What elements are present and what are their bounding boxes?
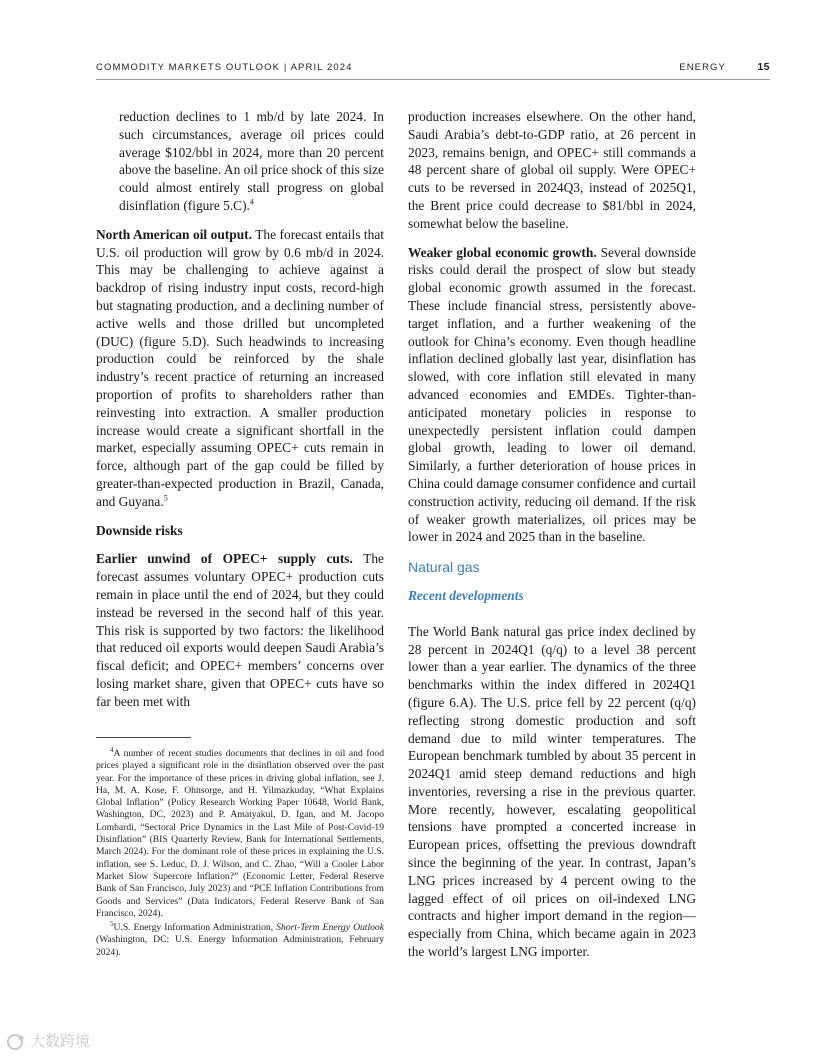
watermark-text: 大数跨境 (30, 1032, 91, 1050)
paragraph-weaker-growth (408, 244, 696, 547)
paragraph-text: The forecast assumes voluntary OPEC+ production cuts remain in place until the end of 2024, but they could instead be reversed in the second half of this year. This risk is supported by two factors: the likelihood that reduced oil exports would deepen Saudi Arabia’s fiscal deficit; and OPEC+ members’ concerns over losing market share, given that OPEC+ cuts have so far been met with (96, 551, 384, 709)
left-column (96, 108, 384, 722)
right-column (408, 108, 696, 972)
subsection-title-recent-developments: Recent developments (408, 587, 524, 603)
paragraph-opec-continued: production increases elsewhere. On the other hand, Saudi Arabia’s debt-to-GDP ratio, at 26 percent in 2023, remains benign, and OPEC+ still commands a 48 percent share of global oil supply. Were OPEC+ cuts to be reversed in 2024Q3, instead of 2025Q1, the Brent price could decrease to $81/bbl in 2024, somewhat below the baseline. (408, 109, 696, 231)
watermark-logo-icon (6, 1033, 26, 1051)
footnote-ref-4[interactable]: 4 (249, 197, 254, 207)
paragraph-gas-price-index: The World Bank natural gas price index declined by 28 percent in 2024Q1 (q/q) to a level 38 percent lower than a year earlier. The dynamics of the three benchmarks within the index differed in 2024Q1 (figure 6.A). The U.S. price fell by 22 percent (q/q) reflecting strong domestic production and soft demand due to mild winter temperatures. The European benchmark tumbled by about 35 percent in 2024Q1 amid steep demand reductions and high inventories, reversing a rise in the previous quarter. More recently, however, escalating geopolitical tensions have prompted a concerted increase in European prices, offsetting the previous downdraft since the beginning of the year. In contrast, Japan’s LNG prices increased by 4 percent owing to the lagged effect of oil prices on oil-indexed LNG contracts and higher import demand in the region—especially from China, which became again in 2023 the world’s largest LNG importer. (408, 623, 696, 960)
section-title-natural-gas: Natural gas (408, 559, 480, 576)
heading-downside-risks: Downside risks (96, 522, 183, 538)
paragraph-oil-price-shock (119, 108, 384, 215)
page-number: 15 (757, 61, 770, 73)
footnote-ref-5[interactable]: 5 (163, 493, 168, 503)
paragraph-north-american-output (96, 226, 384, 511)
footnote-4 (96, 745, 384, 920)
footnote-5 (96, 919, 384, 959)
footnote-rule (96, 737, 191, 738)
paragraph-text: reduction declines to 1 mb/d by late 2024. In such circumstances, average oil prices could average $102/bbl in 2024, more than 20 percent above the baseline. An oil price shock of this size could almost entirely stall progress on global disinflation (figure 5.C). (119, 109, 384, 213)
publication-title: COMMODITY MARKETS OUTLOOK | APRIL 2024 (96, 62, 353, 73)
footnotes (96, 745, 384, 961)
footnote-mark: 4 (110, 745, 114, 754)
paragraph-lead-title: Earlier unwind of OPEC+ supply cuts. (96, 551, 353, 567)
running-header (96, 62, 770, 78)
section-label: ENERGY (679, 62, 726, 73)
paragraph-text: Several downside risks could derail the prospect of slow but steady global economic growth assumed in the forecast. These include financial stress, persistently above-target inflation, and a further weakening of the outlook for China’s economy. Even though headline inflation declined globally last year, disinflation has slowed, with core inflation still elevated in many advanced economies and EMDEs. Tighter-than-anticipated monetary policies in response to unexpectedly persistent inflation could dampen global growth, leading to lower oil demand. Similarly, a further deterioration of house prices in China could damage consumer confidence and curtail construction activity, reducing oil demand. If the risk of weaker growth materializes, oil prices may be lower in 2024 and 2025 than in the baseline. (408, 244, 696, 545)
footnote-text: (Washington, DC: U.S. Energy Information Administration, February 2024). (96, 934, 384, 958)
footnote-text: A number of recent studies documents that declines in oil and food prices played a significant role in the disinflation observed over the past year. For the importance of these prices in driving global inflation, see J. Ha, M. A. Kose, F. Ohnsorge, and H. Yilmazkuday, “What Explains Global Inflation” (Policy Research Working Paper 10648, World Bank, Washington, DC, 2023) and P. Amatyakul, D. Igan, and M. Jacopo Lombardi, “Sectoral Price Dynamics in the Last Mile of Post-Covid-19 Disinflation” (BIS Quarterly Review, Bank for International Settlements, March 2024). For the dominant role of these prices in explaining the U.S. inflation, see S. Leduc, D. J. Wilson, and C. Zhao, “Will a Cooler Labor Market Slow Supercore Inflation?” (Economic Letter, Federal Reserve Bank of San Francisco, July 2023) and “PCE Inflation Contributions from Goods and Services” (Data Indicators, Federal Reserve Bank of San Francisco, 2024). (96, 748, 384, 919)
footnote-mark: 5 (110, 919, 114, 928)
paragraph-opec-unwind (96, 550, 384, 710)
footnote-text: U.S. Energy Information Administration, (113, 922, 277, 934)
watermark (6, 1030, 90, 1052)
header-rule (96, 79, 770, 80)
paragraph-lead-title: Weaker global economic growth. (408, 244, 597, 260)
paragraph-text: The forecast entails that U.S. oil production will grow by 0.6 mb/d in 2024. This may be challenging to achieve against a backdrop of rising industry input costs, record-high but stagnating production, and a declining number of active wells and those drilled but uncompleted (DUC) (figure 5.D). Such headwinds to increasing production could be reinforced by the shale industry’s recent practice of returning an increased proportion of profits to shareholders rather than reinvesting into extraction. A smaller production increase would create a significant shortfall in the market, especially assuming OPEC+ cuts remain in force, although part of the gap could be filled by greater-than-expected production in Brazil, Canada, and Guyana. (96, 226, 384, 509)
paragraph-lead-title: North American oil output. (96, 226, 252, 242)
footnote-source-title: Short-Term Energy Outlook (276, 922, 384, 934)
